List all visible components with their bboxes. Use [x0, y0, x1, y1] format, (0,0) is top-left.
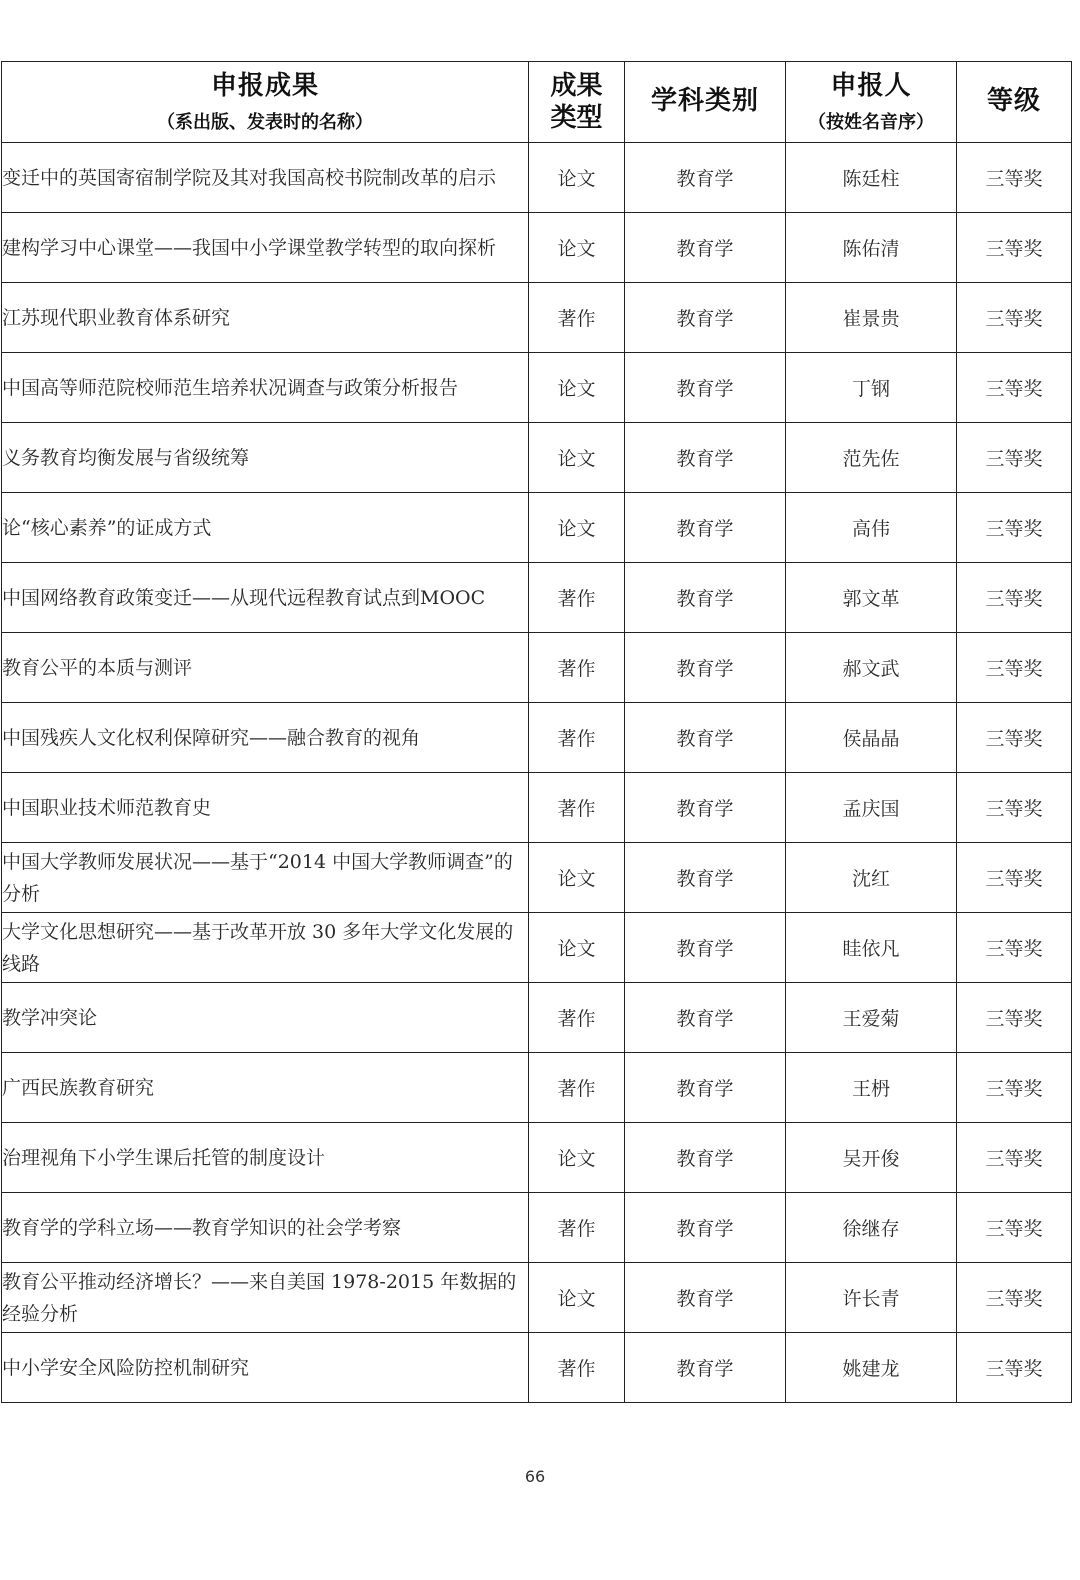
cell-type: 著作: [529, 1193, 625, 1263]
table-row: [2, 703, 1072, 773]
cell-grade: 三等奖: [957, 913, 1072, 983]
cell-type: 著作: [529, 773, 625, 843]
cell-discipline: 教育学: [625, 703, 786, 773]
cell-type: 论文: [529, 1263, 625, 1333]
cell-discipline: 教育学: [625, 143, 786, 213]
cell-applicant: 许长青: [786, 1263, 957, 1333]
cell-title: 义务教育均衡发展与省级统筹: [2, 423, 529, 493]
cell-title: 建构学习中心课堂——我国中小学课堂教学转型的取向探析: [2, 213, 529, 283]
header-type-cell: [529, 62, 625, 143]
table-row: [2, 1123, 1072, 1193]
header-grade-cell: [957, 62, 1072, 143]
cell-applicant: 崔景贵: [786, 283, 957, 353]
cell-discipline: 教育学: [625, 353, 786, 423]
table-row: [2, 1053, 1072, 1123]
cell-title: 中国大学教师发展状况——基于“2014 中国大学教师调查”的分析: [2, 843, 529, 913]
table-row: [2, 1193, 1072, 1263]
cell-grade: 三等奖: [957, 1053, 1072, 1123]
cell-discipline: 教育学: [625, 423, 786, 493]
cell-title: 教育学的学科立场——教育学知识的社会学考察: [2, 1193, 529, 1263]
cell-discipline: 教育学: [625, 1123, 786, 1193]
cell-discipline: 教育学: [625, 1193, 786, 1263]
cell-applicant: 王枬: [786, 1053, 957, 1123]
cell-applicant: 吴开俊: [786, 1123, 957, 1193]
cell-title: 中国残疾人文化权利保障研究——融合教育的视角: [2, 703, 529, 773]
cell-discipline: 教育学: [625, 633, 786, 703]
table-header: [2, 62, 1072, 143]
cell-type: 著作: [529, 1053, 625, 1123]
cell-grade: 三等奖: [957, 633, 1072, 703]
table-row: [2, 563, 1072, 633]
cell-discipline: 教育学: [625, 983, 786, 1053]
cell-type: 论文: [529, 353, 625, 423]
header-title-cell: [2, 62, 529, 143]
cell-grade: 三等奖: [957, 213, 1072, 283]
cell-applicant: 陈廷柱: [786, 143, 957, 213]
cell-grade: 三等奖: [957, 843, 1072, 913]
table-row: [2, 913, 1072, 983]
cell-grade: 三等奖: [957, 1123, 1072, 1193]
header-applicant-main: 申报人: [830, 70, 912, 101]
cell-title: 广西民族教育研究: [2, 1053, 529, 1123]
cell-grade: 三等奖: [957, 1333, 1072, 1403]
cell-applicant: 侯晶晶: [786, 703, 957, 773]
header-applicant-cell: [786, 62, 957, 143]
table-row: [2, 283, 1072, 353]
table-body: [2, 143, 1072, 1403]
cell-type: 论文: [529, 1123, 625, 1193]
table-row: [2, 353, 1072, 423]
header-title-sub: （系出版、发表时的名称）: [157, 111, 373, 133]
cell-type: 著作: [529, 1333, 625, 1403]
cell-grade: 三等奖: [957, 1193, 1072, 1263]
cell-applicant: 范先佐: [786, 423, 957, 493]
cell-applicant: 丁钢: [786, 353, 957, 423]
cell-grade: 三等奖: [957, 283, 1072, 353]
cell-title: 论“核心素养”的证成方式: [2, 493, 529, 563]
table-row: [2, 1333, 1072, 1403]
cell-title: 中国职业技术师范教育史: [2, 773, 529, 843]
table-row: [2, 143, 1072, 213]
table-row: [2, 633, 1072, 703]
header-row: [2, 62, 1072, 143]
cell-title: 中国网络教育政策变迁——从现代远程教育试点到MOOC: [2, 563, 529, 633]
cell-title: 教学冲突论: [2, 983, 529, 1053]
cell-grade: 三等奖: [957, 493, 1072, 563]
cell-type: 著作: [529, 283, 625, 353]
cell-title: 中国高等师范院校师范生培养状况调查与政策分析报告: [2, 353, 529, 423]
awards-table: [1, 61, 1072, 1403]
table-row: [2, 213, 1072, 283]
cell-discipline: 教育学: [625, 843, 786, 913]
cell-type: 论文: [529, 213, 625, 283]
cell-type: 论文: [529, 843, 625, 913]
cell-discipline: 教育学: [625, 1053, 786, 1123]
cell-applicant: 沈红: [786, 843, 957, 913]
table-row: [2, 493, 1072, 563]
cell-applicant: 高伟: [786, 493, 957, 563]
table-row: [2, 1263, 1072, 1333]
cell-type: 著作: [529, 983, 625, 1053]
page-number: 66: [524, 1467, 546, 1486]
cell-grade: 三等奖: [957, 1263, 1072, 1333]
cell-type: 论文: [529, 423, 625, 493]
cell-title: 大学文化思想研究——基于改革开放 30 多年大学文化发展的线路: [2, 913, 529, 983]
cell-applicant: 孟庆国: [786, 773, 957, 843]
cell-grade: 三等奖: [957, 563, 1072, 633]
header-grade: 等级: [986, 86, 1041, 117]
table-row: [2, 983, 1072, 1053]
cell-discipline: 教育学: [625, 493, 786, 563]
cell-title: 治理视角下小学生课后托管的制度设计: [2, 1123, 529, 1193]
cell-applicant: 王爱菊: [786, 983, 957, 1053]
cell-type: 著作: [529, 633, 625, 703]
cell-grade: 三等奖: [957, 353, 1072, 423]
cell-discipline: 教育学: [625, 213, 786, 283]
cell-discipline: 教育学: [625, 1333, 786, 1403]
cell-type: 论文: [529, 493, 625, 563]
table-row: [2, 423, 1072, 493]
header-type-line1: 成果: [550, 70, 603, 101]
cell-grade: 三等奖: [957, 773, 1072, 843]
cell-grade: 三等奖: [957, 423, 1072, 493]
cell-applicant: 姚建龙: [786, 1333, 957, 1403]
table-row: [2, 843, 1072, 913]
cell-discipline: 教育学: [625, 563, 786, 633]
cell-type: 著作: [529, 703, 625, 773]
header-discipline: 学科类别: [650, 86, 759, 117]
header-applicant-sub: （按姓名音序）: [808, 111, 934, 133]
cell-discipline: 教育学: [625, 1263, 786, 1333]
cell-title: 中小学安全风险防控机制研究: [2, 1333, 529, 1403]
cell-applicant: 眭依凡: [786, 913, 957, 983]
cell-applicant: 郭文革: [786, 563, 957, 633]
cell-title: 变迁中的英国寄宿制学院及其对我国高校书院制改革的启示: [2, 143, 529, 213]
cell-title: 江苏现代职业教育体系研究: [2, 283, 529, 353]
cell-applicant: 陈佑清: [786, 213, 957, 283]
header-discipline-cell: [625, 62, 786, 143]
cell-grade: 三等奖: [957, 703, 1072, 773]
cell-title: 教育公平推动经济增长？——来自美国 1978-2015 年数据的经验分析: [2, 1263, 529, 1333]
cell-discipline: 教育学: [625, 283, 786, 353]
cell-type: 论文: [529, 913, 625, 983]
header-type-line2: 类型: [550, 103, 603, 133]
cell-grade: 三等奖: [957, 983, 1072, 1053]
cell-grade: 三等奖: [957, 143, 1072, 213]
table-row: [2, 773, 1072, 843]
cell-applicant: 徐继存: [786, 1193, 957, 1263]
cell-title: 教育公平的本质与测评: [2, 633, 529, 703]
cell-discipline: 教育学: [625, 773, 786, 843]
cell-type: 论文: [529, 143, 625, 213]
cell-discipline: 教育学: [625, 913, 786, 983]
cell-type: 著作: [529, 563, 625, 633]
cell-applicant: 郝文武: [786, 633, 957, 703]
header-title-main: 申报成果: [210, 70, 319, 101]
